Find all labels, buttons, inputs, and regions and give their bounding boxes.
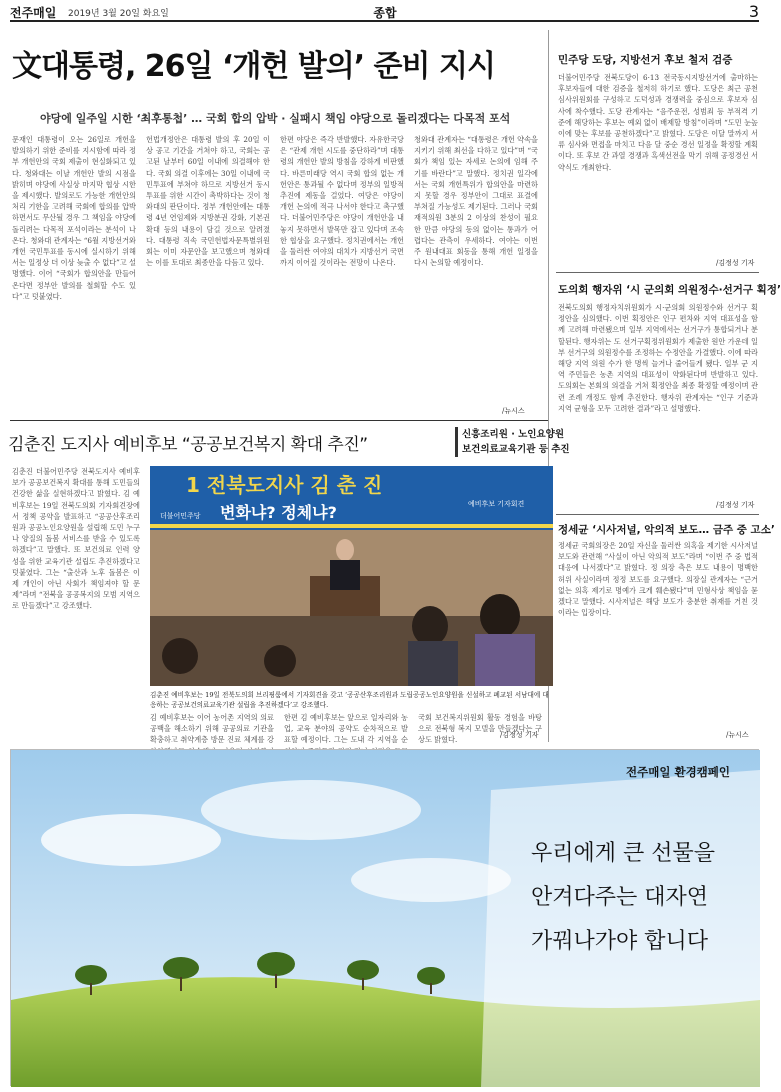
audience-member	[408, 641, 458, 686]
campaign-message-line-1: 우리에게 큰 선물을	[531, 841, 716, 866]
campaign-message-line-3: 가꿔나가야 합니다	[531, 929, 709, 954]
photo-illustration	[150, 466, 553, 686]
side-article-1-body: 더불어민주당 전북도당이 6·13 전국동시지방선거에 출마하는 후보자들에 대한 검증을 철저히 하기로 했다. 도당은 최근 공천심사위원회를 구성하고 도덕성과 경쟁력을 중심으로 후보자 심사에 착수했다. 도당 관계자는 “음주운전, 성범죄 등 부적격 기준에 해당하는 후보는 예외 없이 배제할 방침”이라며 “도민 눈높이에 맞는 후보를 공천하겠다”고 밝혔다. 도당은 이달 말까지 서류 심사와 면접을 마치고 다음 달 중순 경선 일정을 확정할 계획이다. 또 후보 간 과열 경쟁과 흑색선전을 막기 위해 공정경선 서약식도 개최한다.	[558, 73, 758, 172]
side-article-1-byline: /김정성 기자	[716, 259, 755, 267]
banner-slogan: 변화냐? 정체냐?	[220, 503, 337, 522]
speaker-head	[336, 539, 354, 561]
cloud	[351, 858, 511, 902]
second-article-column-1: 김춘진 더불어민주당 전북도지사 예비후보가 공공보건복지 확대를 통해 도민들의 건강한 삶을 실현하겠다고 밝혔다. 김 예비후보는 19일 전북도의회 기자회견장에서 정책 공약을 발표하고 “공공산후조리원과 공공노인요양원을 설립해 도민 누구나 양질의 돌봄 서비스를 받을 수 있도록 하겠다”고 말했다. 또 보건의료 인력 양성을 위한 교육기관 설립도 추진하겠다고 덧붙였다. 그는 “출산과 노후 돌봄은 이제 개인이 아닌 사회가 책임져야 할 문제”라며 “전북을 공공복지의 모범 지역으로 만들겠다”고 강조했다.	[12, 467, 140, 611]
audience-member	[412, 606, 448, 646]
newspaper-name: 전주매일	[10, 6, 57, 20]
main-article-byline: /뉴시스	[502, 407, 525, 415]
campaign-message-line-2: 안겨다주는 대자연	[531, 885, 709, 910]
speaker-body	[330, 560, 360, 590]
audience-member	[162, 638, 198, 674]
side-article-1-headline: 민주당 도당, 지방선거 후보 철저 검증	[558, 54, 733, 66]
section-title: 종합	[373, 6, 397, 20]
press-conference-photo	[150, 466, 553, 686]
main-article-column-1: 문재인 대통령이 오는 26일로 개헌을 발의하기 위한 준비를 지시함에 따라 정부 개헌안의 국회 제출이 현실화되고 있다. 청와대는 이날 개헌안 발의 시점을 밝히며 야당에 사실상 마지막 협상 시한을 제시했다. 발의로도 가능한 개헌안의 처리 기한을 고려해 국회에 합의를 압박하면서도 무산될 경우 그 책임을 야당에 돌리려는 다목적 포석이라는 분석이 나온다. 청와대 관계자는 “6월 지방선거와 개헌 국민투표를 동시에 실시하기 위해서는 일정상 더 이상 늦출 수 없다”고 설명했다. 이어 “국회가 합의안을 만들어 온다면 정부안 발의를 철회할 수도 있다”고 덧붙였다.	[12, 135, 136, 301]
second-article-column-4: 국회 보건복지위원회 활동 경험을 바탕으로 전북형 복지 모델을 만들겠다는 구상도 밝혔다.	[418, 713, 542, 745]
side-article-2-headline: 도의회 행자위 ‘시 군의회 의원정수·선거구 획정’	[558, 284, 781, 296]
banner-party: 더불어민주당	[160, 512, 201, 520]
audience-member	[475, 634, 535, 686]
audience-member	[264, 645, 296, 677]
second-article-subhead	[455, 427, 570, 457]
main-article-column-4: 청와대 관계자는 “대통령은 개헌 약속을 지키기 위해 최선을 다하고 있다”며 “국회가 책임 있는 자세로 논의에 임해 주기를 바란다”고 말했다. 정치권 일각에서는 국회 개헌특위가 합의안을 마련하지 못할 경우 정부안이 그대로 표결에 부쳐질 가능성도 제기된다. 그러나 국회 재적의원 3분의 2 이상의 찬성이 필요한 만큼 야당의 동의 없이는 통과가 어렵다는 관측이 우세하다. 여야는 이번 주 원내대표 회동을 통해 개헌 일정을 다시 논의할 예정이다.	[414, 135, 538, 268]
side-article-2-body: 전북도의회 행정자치위원회가 시·군의회 의원정수와 선거구 획정안을 심의했다. 이번 획정안은 인구 편차와 지역 대표성을 함께 고려해 마련됐으며 일부 지역에서는 선거구가 통합되거나 분할된다. 행자위는 도 선거구획정위원회가 제출한 원안 가운데 일부 선거구의 의원정수를 조정하는 수정안을 가결했다. 이에 따라 해당 지역 의원 수가 한 명씩 늘거나 줄어들게 됐다. 일부 군 지역 주민들은 농촌 지역의 대표성이 약화된다며 반발하고 있다. 도의회는 본회의 의결을 거쳐 획정안을 최종 확정할 예정이며 관련 조례 개정도 함께 추진한다. 행자위 관계자는 “인구 기준과 지역 균형을 모두 고려한 결과”라고 설명했다.	[558, 303, 758, 413]
side-article-3-body: 정세균 국회의장은 20일 자신을 둘러싼 의혹을 제기한 시사저널 보도와 관련해 “사실이 아닌 악의적 보도”라며 “이번 주 중 법적 대응에 나서겠다”고 밝혔다. 정 의장 측은 보도 내용이 명백한 허위 사실이라며 정정 보도를 요구했다. 의장실 관계자는 “근거 없는 의혹 제기로 명예가 크게 훼손됐다”며 민형사상 책임을 묻겠다고 말했다. 시사저널은 해당 보도가 충분한 취재를 거친 것이라는 입장이다.	[558, 541, 758, 618]
second-article-byline: /김정성 기자	[500, 731, 539, 739]
masthead	[10, 4, 759, 22]
banner-title: 1 전북도지사 김 춘 진	[186, 473, 383, 497]
second-article-headline: 김춘진 도지사 예비후보 “공공보건복지 확대 추진”	[8, 435, 368, 455]
main-article-column-2: 헌법개정안은 대통령 발의 후 20일 이상 공고 기간을 거쳐야 하고, 국회는 공고된 날부터 60일 이내에 의결해야 한다. 국회 의결 이후에는 30일 이내에 국민투표에 부쳐야 하므로 지방선거 동시 투표를 위한 시간이 촉박하다는 것이 청와대의 판단이다. 정부 개헌안에는 대통령 4년 연임제와 지방분권 강화, 기본권 확대 등의 내용이 담길 것으로 알려졌다. 대통령 직속 국민헌법자문특별위원회는 이미 자문안을 보고했으며 청와대는 이를 토대로 최종안을 다듬고 있다.	[146, 135, 270, 268]
second-article-column-2: 김 예비후보는 이어 농어촌 지역의 의료 공백을 해소하기 위해 공공의료 기관을 확충하고 취약계층 방문 진료 체계를 강	[150, 713, 274, 745]
cloud	[41, 814, 221, 866]
page-number: 3	[748, 2, 759, 21]
issue-date: 2019년 3월 20일 화요일	[68, 9, 169, 19]
environment-campaign-ad	[10, 749, 759, 1086]
section-rule	[556, 514, 759, 515]
main-article-column-3: 한편 야당은 즉각 반발했다. 자유한국당은 “관제 개헌 시도를 중단하라”며 대통령의 개헌안 발의 방침을 강하게 비판했다. 바른미래당 역시 국회 합의 없는 개헌안은 통과될 수 없다며 정부의 일방적 추진에 제동을 걸었다. 여당은 야당이 개헌 논의에 적극 나서야 한다고 촉구했다. 더불어민주당은 야당이 개헌안을 내놓지 못하면서 발목만 잡고 있다며 조속한 협상을 요구했다. 정치권에서는 개헌을 둘러싼 여야의 대치가 지방선거 국면까지 이어질 것이라는 전망이 나온다.	[280, 135, 404, 268]
section-rule	[556, 272, 759, 273]
main-subhead: 야당에 일주일 시한 ‘최후통첩’ … 국회 합의 압박 · 실패시 책임 야당으로 돌리겠다는 다목적 포석	[40, 112, 511, 125]
campaign-message	[531, 832, 715, 964]
side-article-2-byline: /김정성 기자	[716, 501, 755, 509]
side-article-3-headline: 정세균 ‘시사저널, 악의적 보도… 금주 중 고소’	[558, 524, 775, 536]
side-article-3-byline: /뉴시스	[726, 731, 749, 739]
section-rule	[10, 420, 548, 421]
cloud	[201, 780, 421, 840]
second-article-subhead-line-2: 보건의료교육기관 등 추진	[462, 444, 570, 455]
second-article-column-3: 한편 김 예비후보는 앞으로 일자리와 농업, 교육 분야의 공약도 순차적으로 발표할 예정이다. 그는 도내 각 지역을 순	[284, 713, 408, 745]
campaign-title: 전주매일 환경캠페인	[626, 765, 730, 779]
photo-caption: 김춘진 예비후보는 19일 전북도의회 브리핑룸에서 기자회견을 갖고 ‘공공산후조리원과 도립공공노인요양원을 신설하고 폐교된 서남대에 대응하는 공공보건의료교육기관 설립을 추진하겠다’고 강조했다.	[150, 691, 549, 709]
banner-role: 예비후보 기자회견	[468, 500, 525, 508]
second-article-subhead-line-1: 신흥조리원 · 노인요양원	[462, 429, 564, 440]
audience-member	[480, 594, 520, 638]
main-headline: 文대통령, 26일 ‘개헌 발의’ 준비 지시	[12, 49, 495, 84]
